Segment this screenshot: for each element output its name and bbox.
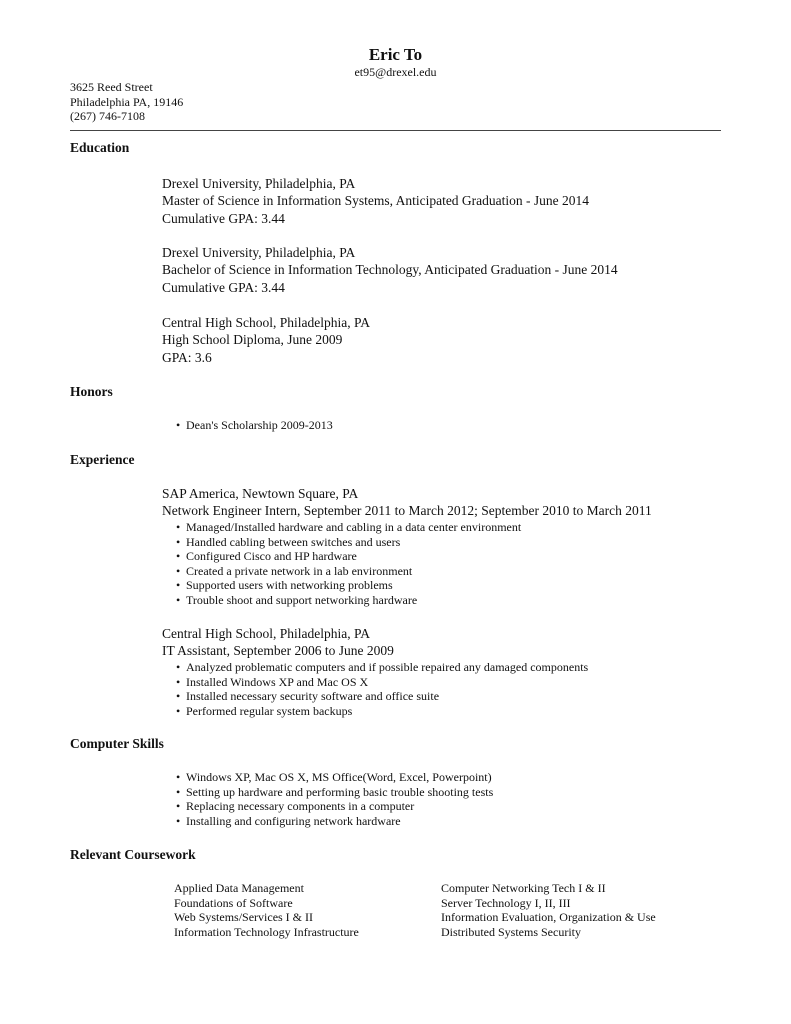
- education-heading: Education: [70, 140, 130, 155]
- employer: Central High School, Philadelphia, PA: [162, 626, 370, 641]
- education-entry: [162, 175, 589, 227]
- institution: Drexel University, Philadelphia, PA: [162, 245, 356, 260]
- course-item: Distributed Systems Security: [441, 924, 581, 939]
- list-item: • Created a private network in a lab environment: [176, 564, 521, 579]
- honors-heading: Honors: [70, 384, 113, 399]
- list-item: • Replacing necessary components in a computer: [176, 799, 493, 814]
- honors-list: [176, 418, 333, 433]
- list-item: • Handled cabling between switches and users: [176, 535, 521, 550]
- job-title: IT Assistant, September 2006 to June 2009: [162, 643, 394, 659]
- list-item: • Installed necessary security software and office suite: [176, 689, 588, 704]
- contact-address: [70, 80, 183, 124]
- degree: Bachelor of Science in Information Technology, Anticipated Graduation - June 2014: [162, 262, 618, 278]
- list-item: • Supported users with networking problems: [176, 578, 521, 593]
- education-entry: [162, 314, 370, 366]
- job-header: [162, 485, 652, 520]
- course-item: Foundations of Software: [174, 895, 293, 910]
- course-item: Web Systems/Services I & II: [174, 910, 314, 925]
- institution: Drexel University, Philadelphia, PA: [162, 176, 356, 191]
- list-item: • Analyzed problematic computers and if possible repaired any damaged components: [176, 660, 588, 675]
- gpa: GPA: 3.6: [162, 349, 212, 365]
- city-state-zip: Philadelphia PA, 19146: [70, 94, 184, 109]
- skills-heading: Computer Skills: [70, 736, 164, 751]
- course-item: Server Technology I, II, III: [441, 895, 571, 910]
- phone-number: (267) 746-7108: [70, 109, 145, 123]
- email-address: et95@drexel.edu: [354, 65, 437, 79]
- coursework-heading: Relevant Coursework: [70, 847, 196, 862]
- job-duties-list: [176, 660, 588, 718]
- gpa: Cumulative GPA: 3.44: [162, 210, 285, 226]
- institution: Central High School, Philadelphia, PA: [162, 315, 370, 330]
- job-header: [162, 625, 394, 660]
- course-item: Computer Networking Tech I & II: [441, 881, 606, 895]
- job-title: Network Engineer Intern, September 2011 to March 2012; September 2010 to March 2011: [162, 503, 652, 519]
- course-item: Applied Data Management: [174, 881, 304, 895]
- list-item: • Performed regular system backups: [176, 704, 588, 719]
- employer: SAP America, Newtown Square, PA: [162, 486, 359, 501]
- skills-list: [176, 770, 493, 828]
- list-item: • Managed/Installed hardware and cabling in a data center environment: [176, 520, 521, 535]
- list-item: • Installed Windows XP and Mac OS X: [176, 675, 588, 690]
- list-item: • Dean's Scholarship 2009-2013: [176, 418, 333, 433]
- resume-name: Eric To: [368, 45, 423, 64]
- degree: High School Diploma, June 2009: [162, 332, 343, 348]
- gpa: Cumulative GPA: 3.44: [162, 279, 285, 295]
- list-item: • Setting up hardware and performing basic trouble shooting tests: [176, 785, 493, 800]
- course-item: Information Evaluation, Organization & Use: [441, 910, 656, 925]
- list-item: • Configured Cisco and HP hardware: [176, 549, 521, 564]
- street-address: 3625 Reed Street: [70, 80, 153, 94]
- list-item: • Installing and configuring network hardware: [176, 814, 493, 829]
- experience-heading: Experience: [70, 452, 135, 467]
- header-divider: [70, 130, 721, 131]
- list-item: • Trouble shoot and support networking hardware: [176, 593, 521, 608]
- list-item: • Windows XP, Mac OS X, MS Office(Word, Excel, Powerpoint): [176, 770, 493, 785]
- degree: Master of Science in Information Systems, Anticipated Graduation - June 2014: [162, 193, 590, 209]
- job-duties-list: [176, 520, 521, 608]
- coursework-column-right: [441, 881, 656, 939]
- education-entry: [162, 244, 618, 296]
- coursework-column-left: [174, 881, 359, 939]
- course-item: Information Technology Infrastructure: [174, 924, 359, 939]
